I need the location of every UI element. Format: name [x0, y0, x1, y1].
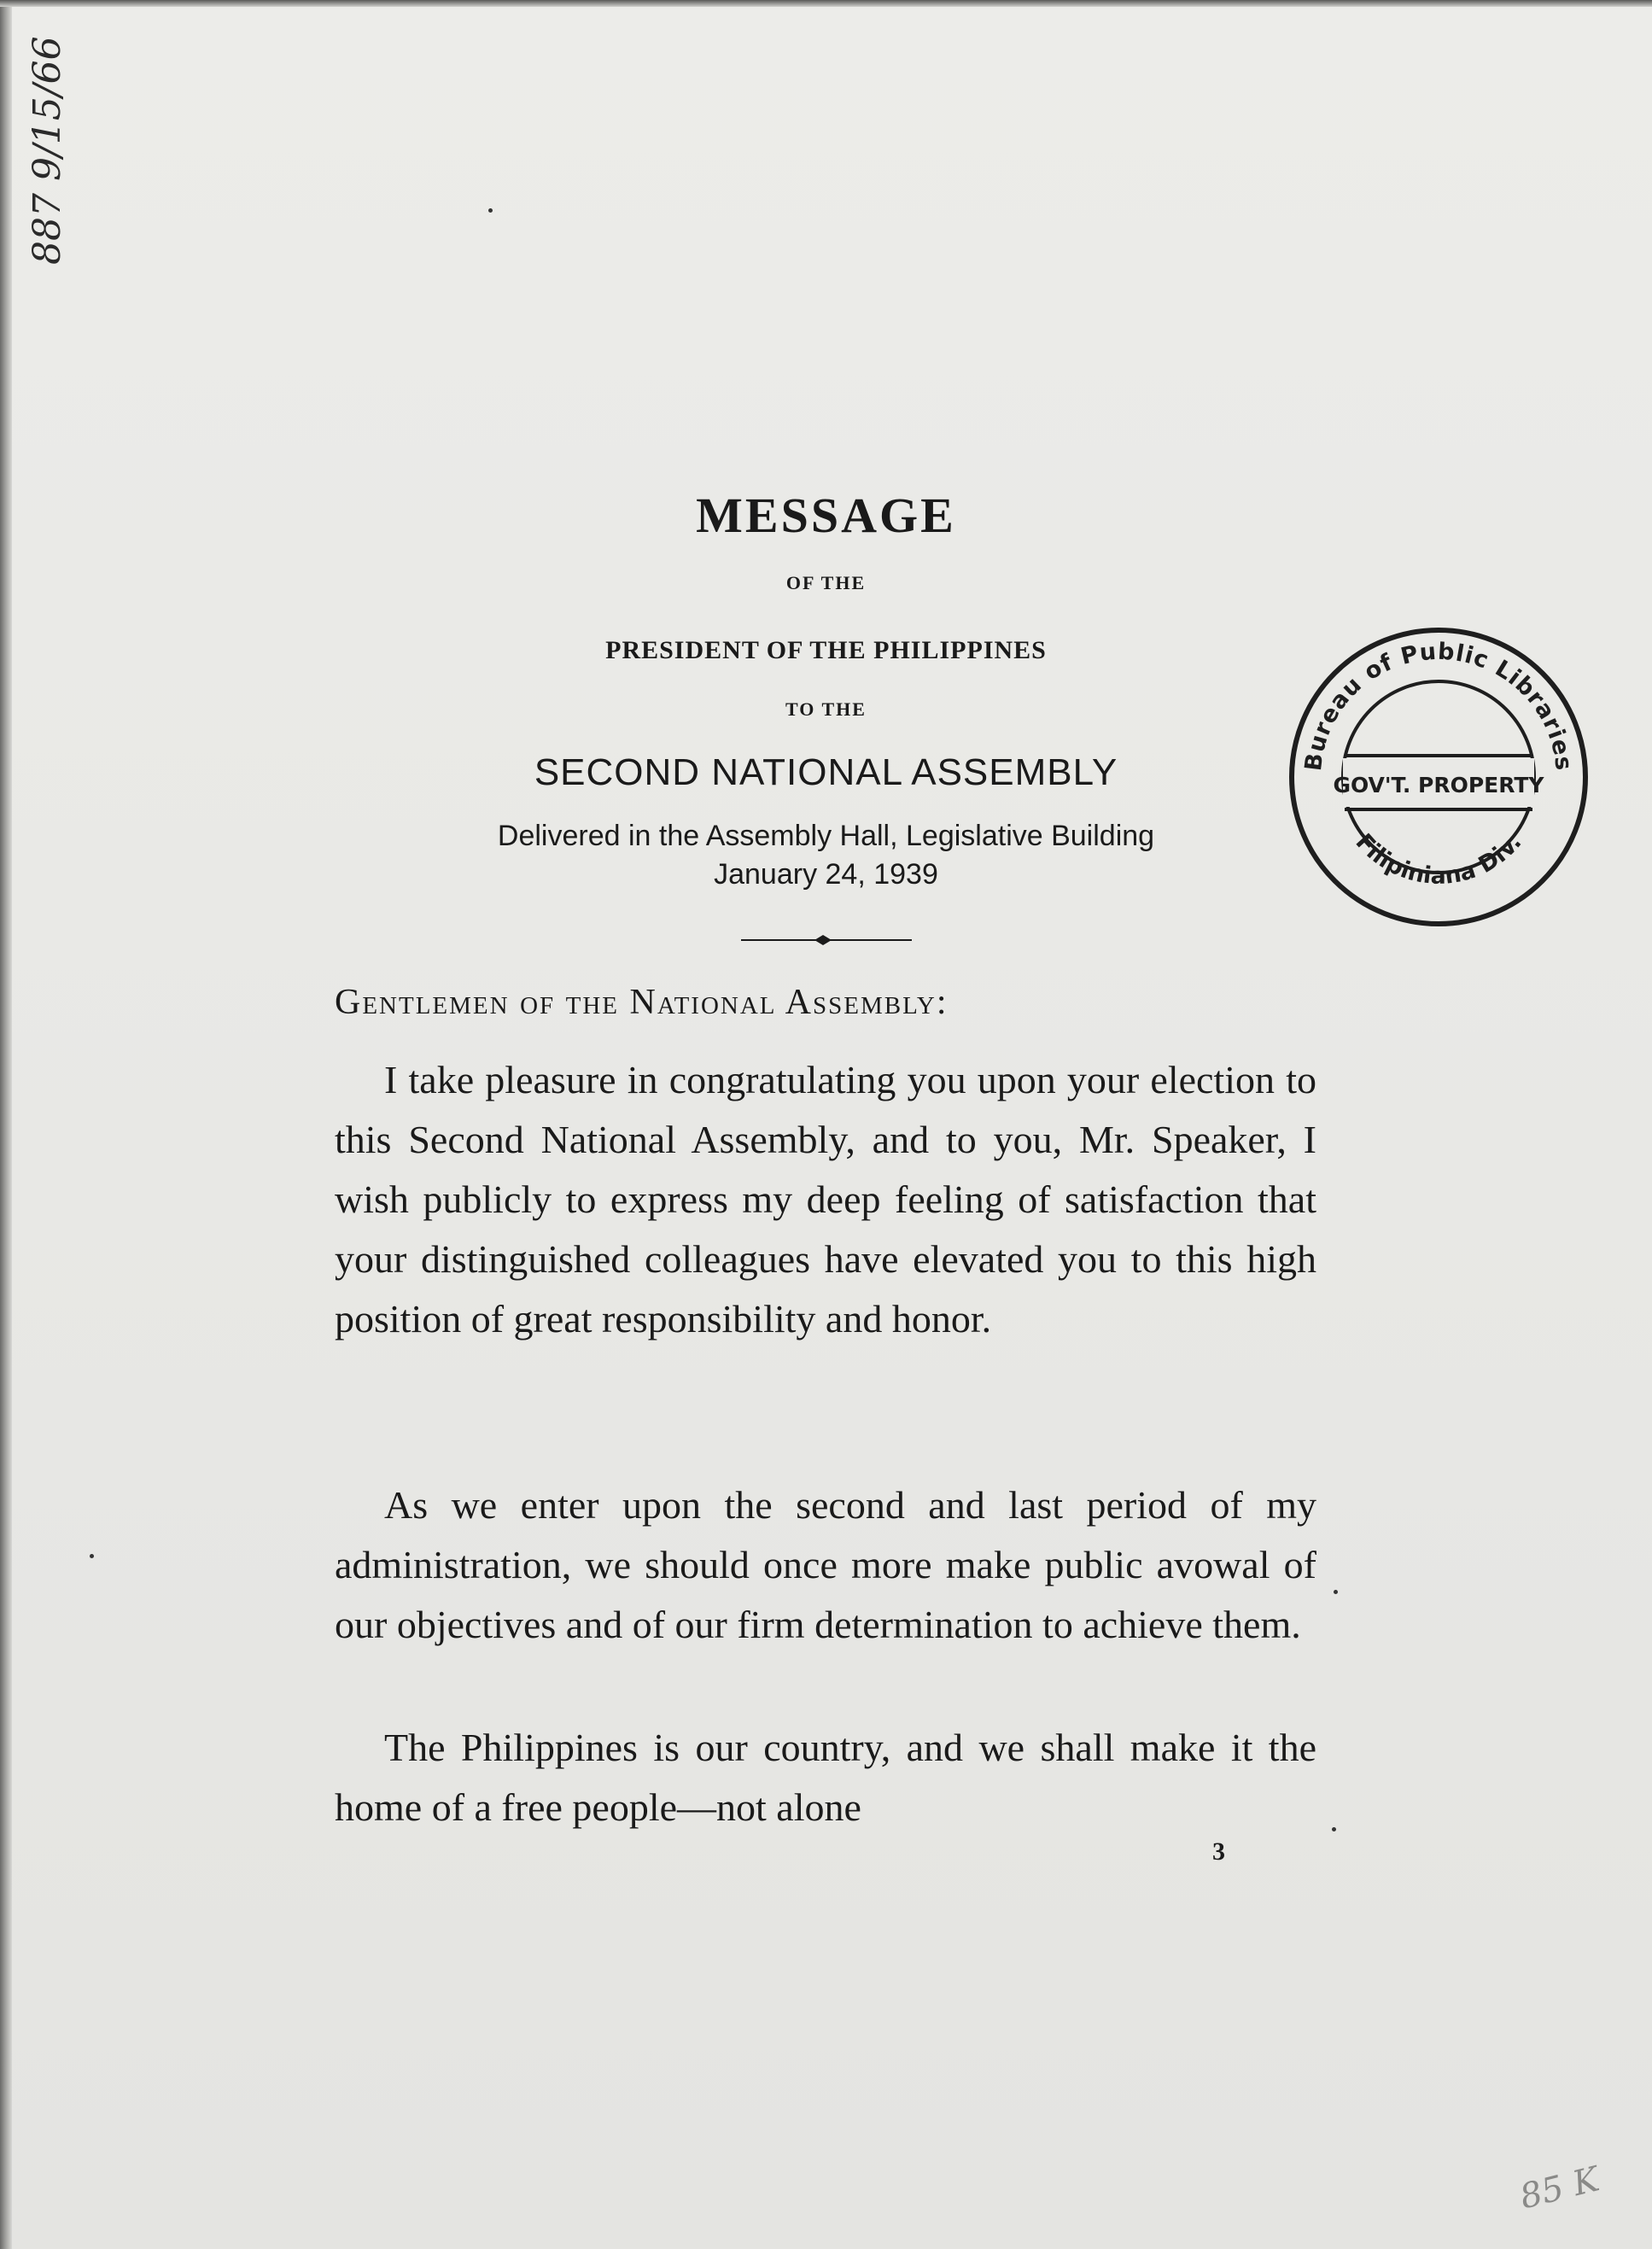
- body-paragraph-2: [335, 1475, 1316, 1655]
- handwritten-catalog-text: 887 9/15/66: [26, 36, 69, 265]
- delivery-date: January 24, 1939: [714, 858, 938, 891]
- body-paragraph-1: [335, 1050, 1316, 1349]
- paragraph-text: As we enter upon the second and last period of my administration, we should once more make public avowal of our objectives and of our firm determination to achieve them.: [335, 1483, 1316, 1646]
- paragraph-text: The Philippines is our country, and we shall make it the home of a free people—not alone: [335, 1726, 1316, 1829]
- subtitle-to-the: TO THE: [785, 698, 867, 720]
- body-paragraph-3: [335, 1718, 1316, 1837]
- subtitle-president: PRESIDENT OF THE PHILIPPINES: [605, 636, 1047, 664]
- stamp-top-text: Bureau of Public Libraries: [1299, 638, 1577, 773]
- paragraph-text: I take pleasure in congratulating you upon your election to this Second National Assembly, and to you, Mr. Speaker, I wish publicly to express my deep feeling of satisfaction that your distinguished colleagues have elevated you to this high position of great responsibility and honor.: [335, 1058, 1316, 1341]
- handwritten-catalog-note: [17, 34, 77, 273]
- handwritten-page-mark: 85 K: [1515, 2159, 1603, 2217]
- stamp-bottom-text: Filipiniana Div.: [1350, 828, 1527, 890]
- salutation: Gentlemen of the National Assembly:: [335, 983, 949, 1022]
- page-number: 3: [1212, 1837, 1225, 1866]
- page-top-shadow: [0, 0, 1652, 7]
- delivery-location: Delivered in the Assembly Hall, Legislative Building: [497, 820, 1155, 852]
- dust-speck: [1332, 1827, 1336, 1831]
- ornamental-divider: [741, 932, 912, 948]
- page-left-shadow: [0, 0, 12, 2249]
- dust-speck: [1334, 1590, 1338, 1594]
- dust-speck: [90, 1554, 94, 1558]
- svg-text:Bureau of Public Libraries: [1300, 639, 1577, 773]
- stamp-center-text: GOV'T. PROPERTY: [1333, 773, 1544, 797]
- dust-speck: [488, 208, 493, 213]
- library-property-stamp: [1285, 623, 1592, 931]
- document-title: MESSAGE: [696, 488, 956, 543]
- subtitle-of-the: OF THE: [785, 572, 867, 593]
- subtitle-assembly: SECOND NATIONAL ASSEMBLY: [534, 751, 1118, 793]
- svg-text:Filipiniana Div.: [1351, 829, 1527, 890]
